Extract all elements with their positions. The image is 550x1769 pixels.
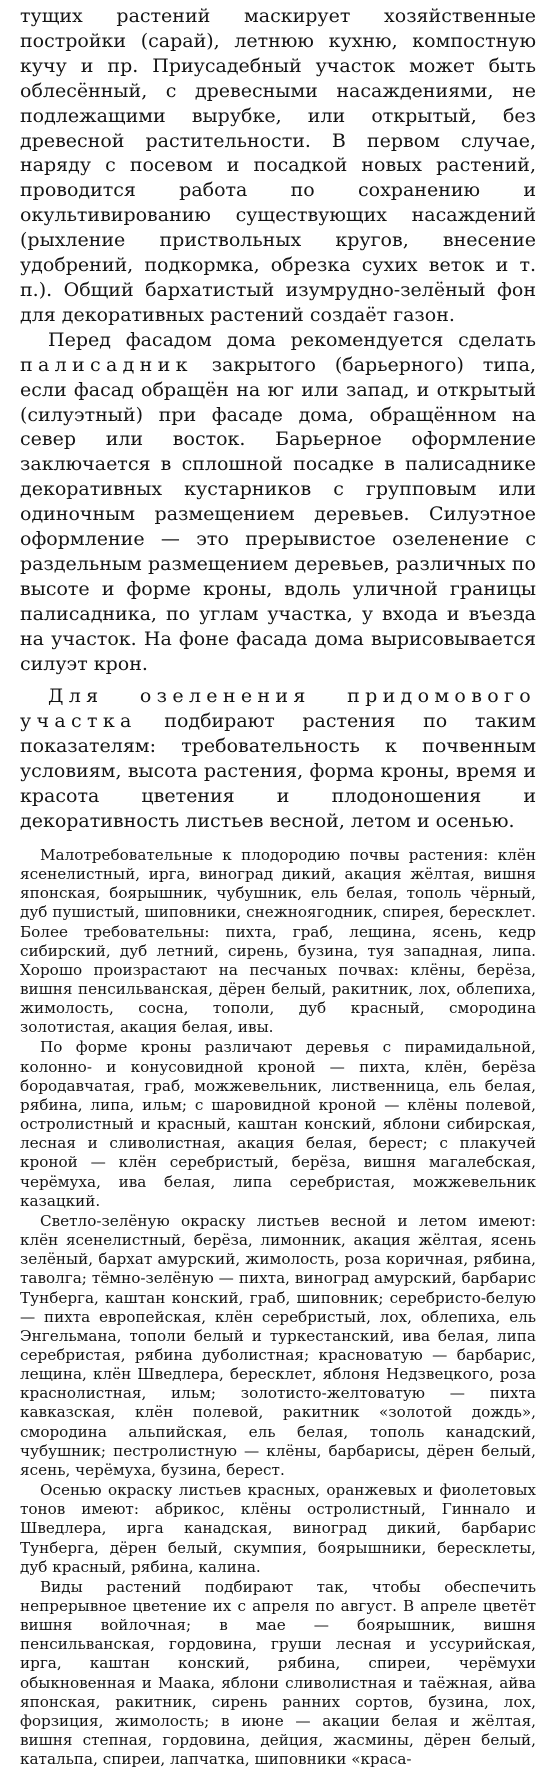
main-text [20, 4, 536, 834]
note-soil-requirements: Малотребовательные к плодородию почвы растения: клён ясенелистный, ирга, виноград дикий, акация жёлтая, вишня японская, боярышник, чубушник, ель белая, тополь чёрный, дуб пушистый, шиповники, снежноягодник, спирея, бересклет. Более требовательны: пихта, граб, лещина, ясень, кедр сибирский, дуб летний, сирень, бузина, туя западная, липа. Хорошо произрастают на песчаных почвах: клёны, берёза, вишня пенсильванская, дёрен белый, ракитник, лох, облепиха, жимолость, сосна, тополи, дуб красный, смородина золотистая, акация белая, ивы. [20, 845, 536, 1037]
note-spring-summer-colour: Светло-зелёную окраску листьев весной и летом имеют: клён ясенелистный, берёза, лимонник, акация жёлтая, ясень зелёный, бархат амурский, жимолость, роза коричная, рябина, таволга; тёмно-зелёную — пихта, виноград амурский, барбарис Тунберга, каштан конский, граб, шиповник; серебристо-белую — пихта европейская, клён серебристый, лох, облепиха, ель Энгельмана, тополи белый и туркестанский, ива белая, липа серебристая, рябина дуболистная; красноватую — барбарис, лещина, клён Шведлера, бересклет, яблоня Недзвецкого, роза краснолистная, ильм; золотисто-желтоватую — пихта кавказская, клён полевой, ракитник «золотой дождь», смородина альпийская, ель белая, тополь канадский, чубушник; пестролистную — клёны, барбарисы, дёрен белый, ясень, черёмуха, бузина, берест. [20, 1211, 536, 1479]
small-print-notes [20, 846, 536, 1769]
paragraph-yard-planting: тущих растений маскирует хозяйственные постройки (сарай), летнюю кухню, компостную кучу и пр. Приусадебный участок может быть облесённый, с древесными насаждениями, не подлежащими вырубке, или открытый, без древесной растительности. В первом случае, наряду с посевом и посадкой новых растений, проводится работа по сохранению и окультивированию существующих насаждений (рыхление приствольных кругов, внесение удобрений, подкормка, обрезка сухих веток и т. п.). Общий бархатистый изумрудно-зелёный фон для декоративных растений создаёт газон. [20, 5, 536, 326]
note-flowering-calendar: Виды растений подбирают так, чтобы обеспечить непрерывное цветение их с апреля по август. В апреле цветёт вишня войлочная; в мае — боярышник, вишня пенсильванская, гордовина, груши лесная и уссурийская, ирга, каштан конский, рябина, спиреи, черёмухи обыкновенная и Маака, яблони сливолистная и таёжная, айва японская, ракитник, сирень ранних сортов, бузина, лох, форзиция, жимолость; в июне — акации белая и жёлтая, вишня степная, гордовина, дейция, жасмины, дёрен белый, катальпа, спиреи, лапчатка, шиповники «краса- [20, 1577, 536, 1769]
note-crown-shape: По форме кроны различают деревья с пирамидальной, колонно- и конусовидной кроной — пихта, клён, берёза бородавчатая, граб, можжевельник, лиственница, ель белая, рябина, липа, ильм; с шаровидной кроной — клёны полевой, остролистный и красный, каштан конский, яблони сибирская, лесная и сливолистная, акация белая, берест; с плакучей кроной — клён серебристый, берёза, вишня магалебская, черёмуха, ива белая, липа серебристая, можжевельник казацкий. [20, 1038, 536, 1210]
term-palisadnik: палисадник [20, 353, 193, 376]
paragraph-front-garden-after: закрытого (барьерного) типа, если фасад обращён на юг или запад, и открытый (силуэтный) при фасаде дома, обращённом на север или восток. Барьерное оформление заключается в сплошной посадке в палисаднике декоративных кустарников с групповым или одиночным размещением деревьев. Силуэтное оформление — это прерывистое озеленение с раздельным размещением деревьев, различных по высоте и форме кроны, вдоль уличной границы палисадника, по углам участка, у входа и въезда на участок. На фоне фасада дома вырисовывается силуэт крон. [20, 353, 536, 675]
term-greening: Для озеленения придомового участка [20, 685, 536, 733]
paragraph-plant-selection [20, 684, 536, 833]
paragraph-front-garden [20, 328, 536, 677]
paragraph-front-garden-before: Перед фасадом дома рекомендуется сделать [48, 328, 536, 351]
note-autumn-colour: Осенью окраску листьев красных, оранжевых и фиолетовых тонов имеют: абрикос, клёны остролистный, Гиннало и Шведлера, ирга канадская, виноград дикий, барбарис Тунберга, дёрен белый, скумпия, боярышники, бересклеты, дуб красный, рябина, калина. [20, 1481, 536, 1576]
paragraph-plant-selection-after: подбирают растения по таким показателям: требовательность к почвенным условиям, высота растения, форма кроны, время и красота цветения и плодоношения и декоративность листьев весной, летом и осенью. [20, 710, 536, 832]
